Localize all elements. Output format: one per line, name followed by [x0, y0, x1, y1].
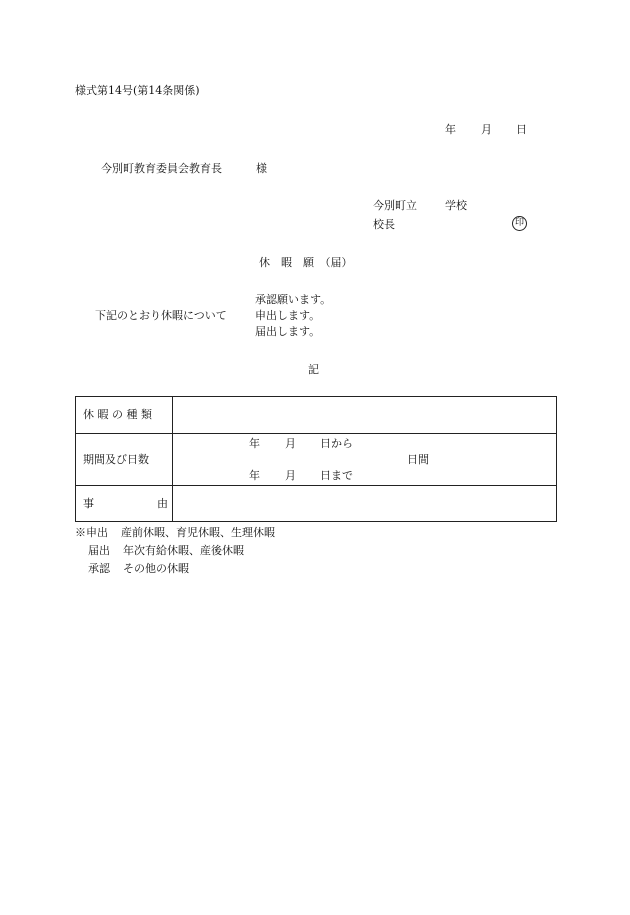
- period-from-month: 月: [285, 437, 296, 450]
- form-number: 様式第14号(第14条関係): [75, 84, 200, 97]
- addressee-honorific: 様: [256, 162, 267, 175]
- school-suffix: 学校: [445, 199, 467, 212]
- row-reason-label-right: 由: [157, 497, 168, 510]
- school-prefix: 今別町立: [373, 199, 417, 212]
- row-period-label: 期間及び日数: [83, 453, 149, 466]
- table-row-divider: [76, 433, 556, 434]
- row-leave-type-label: 休 暇 の 種 類: [83, 408, 152, 421]
- document-title: 休 暇 願 （届）: [259, 256, 353, 269]
- ki-heading: 記: [308, 363, 319, 376]
- table-column-divider: [172, 397, 173, 521]
- period-from-year: 年: [249, 437, 260, 450]
- intro-option-notification: 届出します。: [255, 325, 321, 338]
- intro-option-approval: 承認願います。: [255, 293, 332, 306]
- note-text: 産前休暇、育児休暇、生理休暇: [121, 526, 275, 539]
- note-text: 年次有給休暇、産後休暇: [123, 544, 244, 557]
- date-year-label: 年: [445, 123, 456, 136]
- note-text: その他の休暇: [123, 562, 189, 575]
- period-days-label: 日間: [407, 453, 429, 466]
- note-label: ※申出: [75, 526, 108, 539]
- principal-label: 校長: [373, 218, 395, 231]
- period-to-month: 月: [285, 469, 296, 482]
- note-line: [75, 526, 275, 539]
- addressee-name: 今別町教育委員会教育長: [101, 162, 222, 175]
- date-month-label: 月: [481, 123, 492, 136]
- note-label: 届出: [88, 544, 110, 557]
- period-from-day: 日から: [320, 437, 353, 450]
- note-line: [88, 562, 189, 575]
- period-to-day: 日まで: [320, 469, 353, 482]
- period-to-year: 年: [249, 469, 260, 482]
- intro-option-application: 申出します。: [255, 309, 321, 322]
- intro-lead: 下記のとおり休暇について: [95, 309, 227, 322]
- row-reason-label-left: 事: [83, 497, 94, 510]
- leave-form-table: [75, 396, 557, 522]
- note-line: [88, 544, 244, 557]
- table-row-divider: [76, 485, 556, 486]
- note-label: 承認: [88, 562, 110, 575]
- date-day-label: 日: [516, 123, 527, 136]
- seal-mark: 印: [512, 216, 527, 231]
